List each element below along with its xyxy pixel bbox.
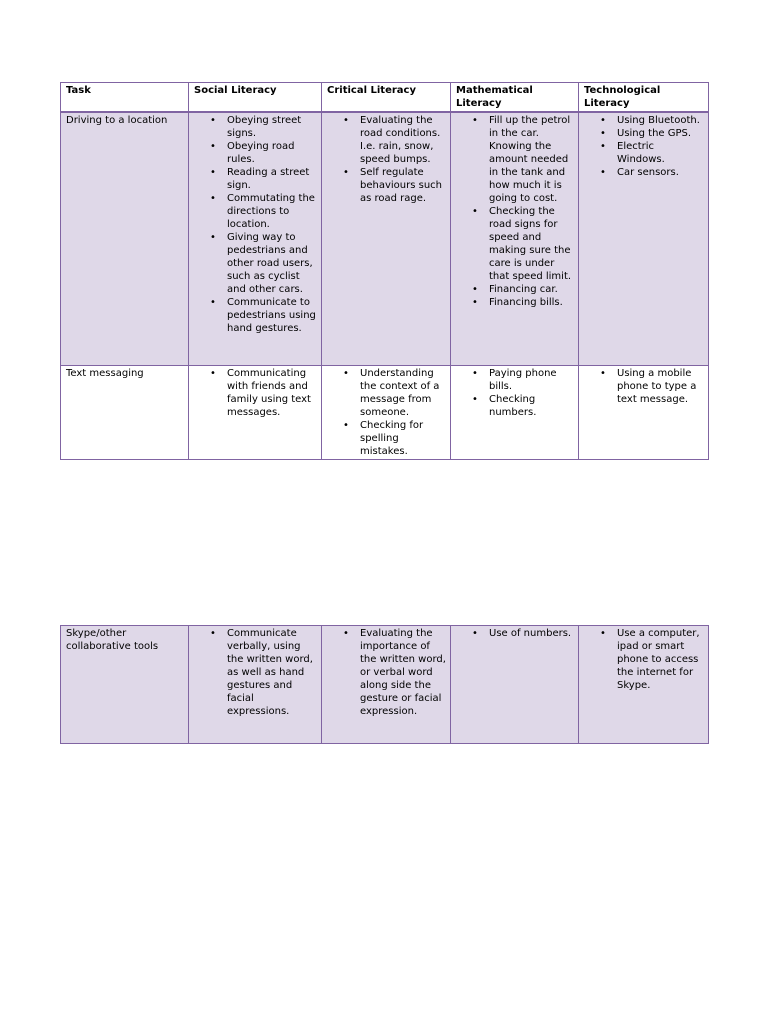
header-task: Task [61, 83, 189, 113]
list-item: • Communicate to pedestrians using hand gestures. [227, 296, 317, 335]
header-mathematical-literacy: Mathematical Literacy [451, 83, 579, 113]
header-technological-literacy: Technological Literacy [579, 83, 709, 113]
list-item: • Giving way to pedestrians and other road users, such as cyclist and other cars. [227, 231, 317, 296]
critical-cell [322, 112, 451, 365]
list-item: • Electric Windows. [617, 140, 704, 166]
list-item: • Communicate verbally, using the written word, as well as hand gestures and facial expressions. [227, 627, 317, 718]
technological-cell [579, 112, 709, 365]
list-item: • Reading a street sign. [227, 166, 317, 192]
list-item: • Financing bills. [489, 296, 574, 309]
list-item: • Checking the road signs for speed and making sure the care is under that speed limit. [489, 205, 574, 283]
list-item: • Using Bluetooth. [617, 114, 704, 127]
list-item: • Car sensors. [617, 166, 704, 179]
literacy-table-continued [60, 625, 709, 744]
mathematical-cell [451, 626, 579, 744]
list-item: • Using a mobile phone to type a text message. [617, 367, 704, 406]
task-cell: Skype/other collaborative tools [61, 626, 189, 744]
mathematical-cell [451, 112, 579, 365]
task-cell: Text messaging [61, 365, 189, 459]
list-item: • Evaluating the importance of the written word, or verbal word along side the gesture or facial expression. [360, 627, 446, 718]
social-cell [189, 626, 322, 744]
mathematical-cell [451, 365, 579, 459]
list-item: • Communicating with friends and family using text messages. [227, 367, 317, 419]
list-item: • Using the GPS. [617, 127, 704, 140]
list-item: • Obeying street signs. [227, 114, 317, 140]
list-item: • Checking numbers. [489, 393, 574, 419]
list-item: • Commutating the directions to location. [227, 192, 317, 231]
technological-cell [579, 626, 709, 744]
list-item: • Financing car. [489, 283, 574, 296]
list-item: • Understanding the context of a message from someone. [360, 367, 446, 419]
table-header-row [61, 83, 709, 113]
list-item: • Paying phone bills. [489, 367, 574, 393]
task-cell: Driving to a location [61, 112, 189, 365]
critical-cell [322, 626, 451, 744]
list-item: • Use of numbers. [489, 627, 574, 640]
table-row [61, 365, 709, 459]
list-item: • Evaluating the road conditions. I.e. rain, snow, speed bumps. [360, 114, 446, 166]
table-row [61, 112, 709, 365]
list-item: • Self regulate behaviours such as road rage. [360, 166, 446, 205]
social-cell [189, 112, 322, 365]
list-item: • Checking for spelling mistakes. [360, 419, 446, 458]
literacy-table [60, 82, 709, 460]
social-cell [189, 365, 322, 459]
list-item: • Use a computer, ipad or smart phone to access the internet for Skype. [617, 627, 704, 692]
table-row [61, 626, 709, 744]
list-item: • Fill up the petrol in the car. Knowing the amount needed in the tank and how much it is going to cost. [489, 114, 574, 205]
critical-cell [322, 365, 451, 459]
list-item: • Obeying road rules. [227, 140, 317, 166]
header-critical-literacy: Critical Literacy [322, 83, 451, 113]
header-social-literacy: Social Literacy [189, 83, 322, 113]
technological-cell [579, 365, 709, 459]
